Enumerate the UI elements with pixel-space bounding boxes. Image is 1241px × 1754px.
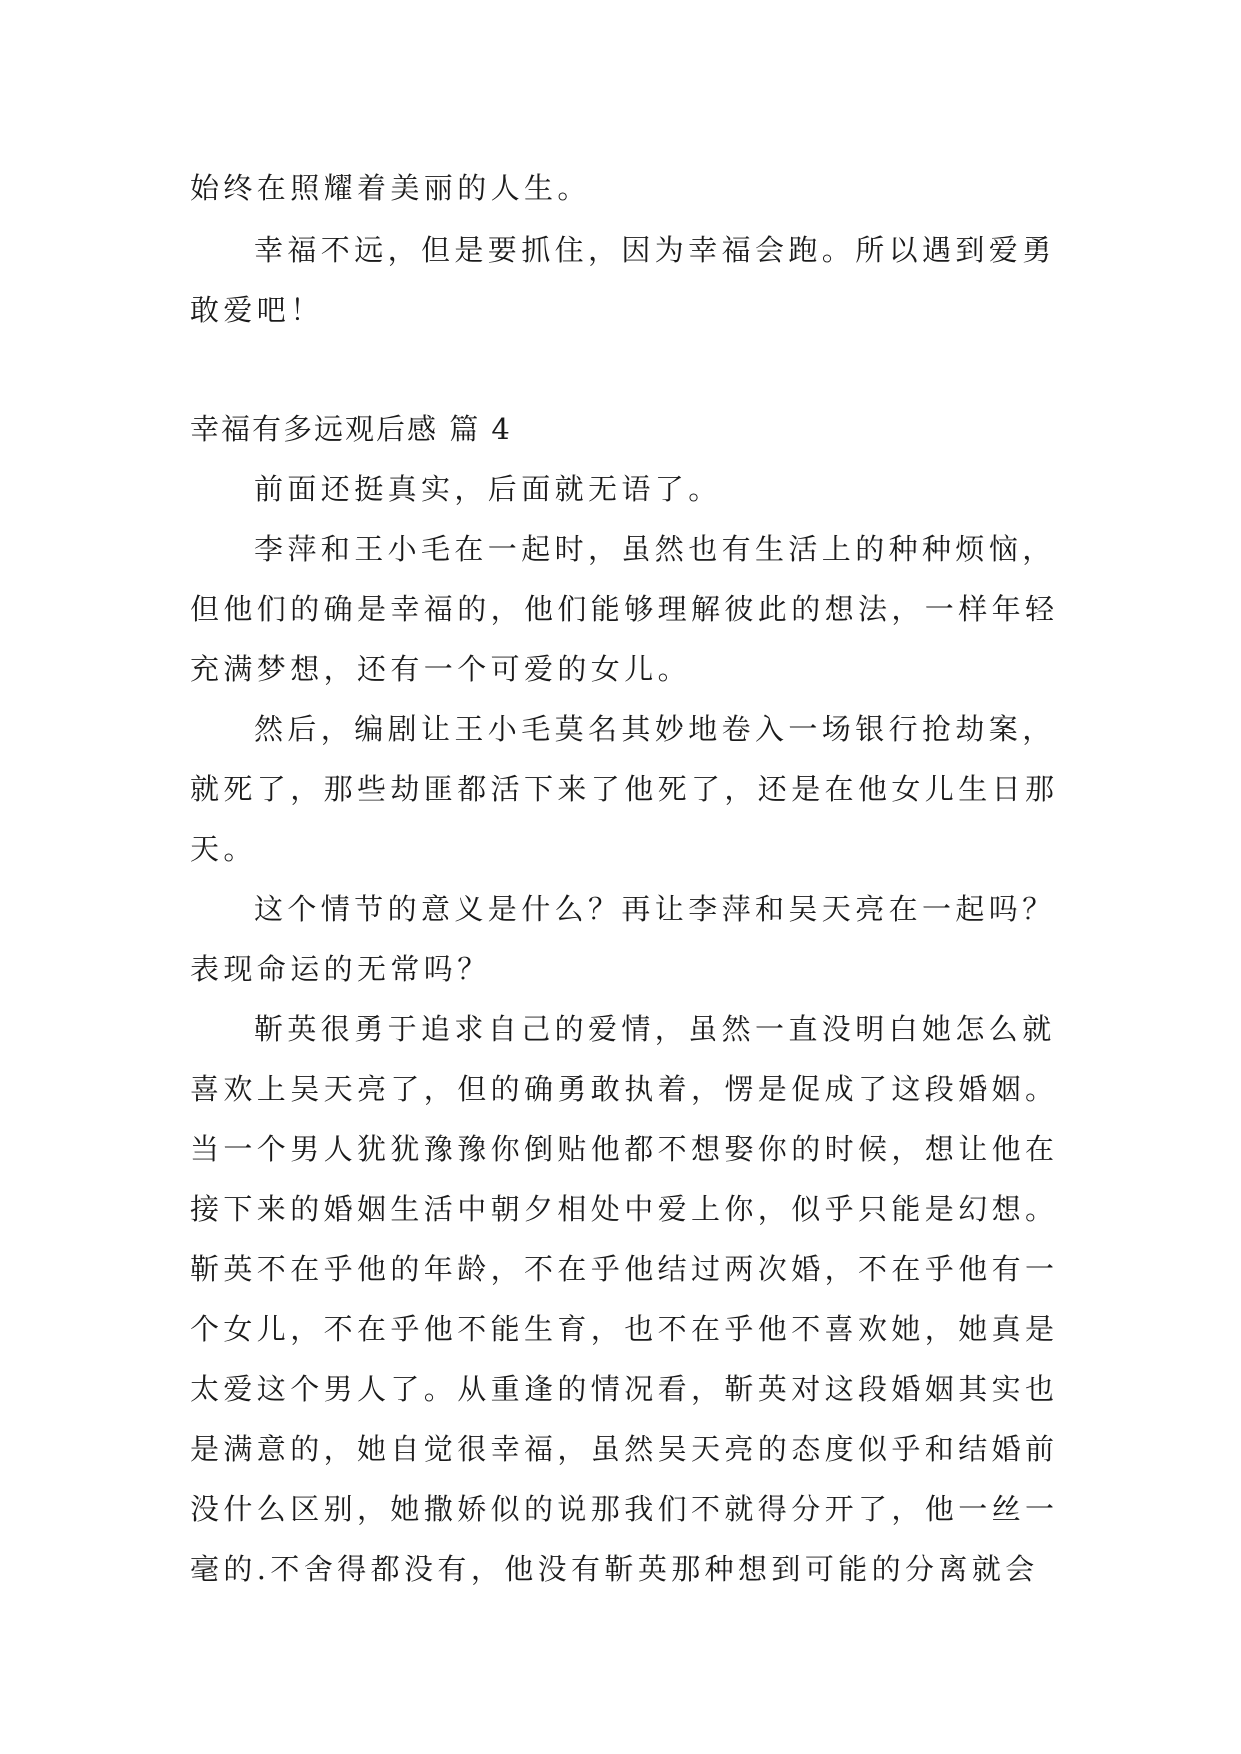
paragraph-line: 然后，编剧让王小毛莫名其妙地卷入一场银行抢劫案， (254, 712, 1056, 746)
paragraph-line: 敢爱吧！ (190, 293, 324, 327)
paragraph-line: 是满意的，她自觉很幸福，虽然吴天亮的态度似乎和结婚前 (190, 1432, 1059, 1466)
paragraph-line: 李萍和王小毛在一起时，虽然也有生活上的种种烦恼， (254, 532, 1056, 566)
paragraph-line: 但他们的确是幸福的，他们能够理解彼此的想法，一样年轻 (190, 592, 1059, 626)
paragraph-line: 天。 (190, 832, 257, 866)
paragraph-line: 幸福不远，但是要抓住，因为幸福会跑。所以遇到爱勇 (254, 233, 1056, 267)
paragraph-line: 充满梦想，还有一个可爱的女儿。 (190, 652, 692, 686)
paragraph-line: 始终在照耀着美丽的人生。 (190, 171, 591, 205)
paragraph-line: 喜欢上吴天亮了，但的确勇敢执着，愣是促成了这段婚姻。 (190, 1072, 1059, 1106)
paragraph-line: 就死了，那些劫匪都活下来了他死了，还是在他女儿生日那 (190, 772, 1059, 806)
paragraph-line: 没什么区别，她撒娇似的说那我们不就得分开了，他一丝一 (190, 1492, 1059, 1526)
paragraph-line: 接下来的婚姻生活中朝夕相处中爱上你，似乎只能是幻想。 (190, 1192, 1059, 1226)
paragraph-line: 当一个男人犹犹豫豫你倒贴他都不想娶你的时候，想让他在 (190, 1132, 1059, 1166)
paragraph-line: 前面还挺真实，后面就无语了。 (254, 472, 722, 506)
paragraph-line: 个女儿，不在乎他不能生育，也不在乎他不喜欢她，她真是 (190, 1312, 1059, 1346)
section-heading: 幸福有多远观后感 篇 4 (190, 412, 512, 446)
paragraph-line: 靳英很勇于追求自己的爱情，虽然一直没明白她怎么就 (254, 1012, 1056, 1046)
paragraph-line: 太爱这个男人了。从重逢的情况看，靳英对这段婚姻其实也 (190, 1372, 1059, 1406)
paragraph-line: 表现命运的无常吗？ (190, 952, 491, 986)
paragraph-line: 靳英不在乎他的年龄，不在乎他结过两次婚，不在乎他有一 (190, 1252, 1059, 1286)
paragraph-line: 毫的.不舍得都没有，他没有靳英那种想到可能的分离就会 (190, 1552, 1039, 1586)
paragraph-line: 这个情节的意义是什么？再让李萍和吴天亮在一起吗？ (254, 892, 1056, 926)
